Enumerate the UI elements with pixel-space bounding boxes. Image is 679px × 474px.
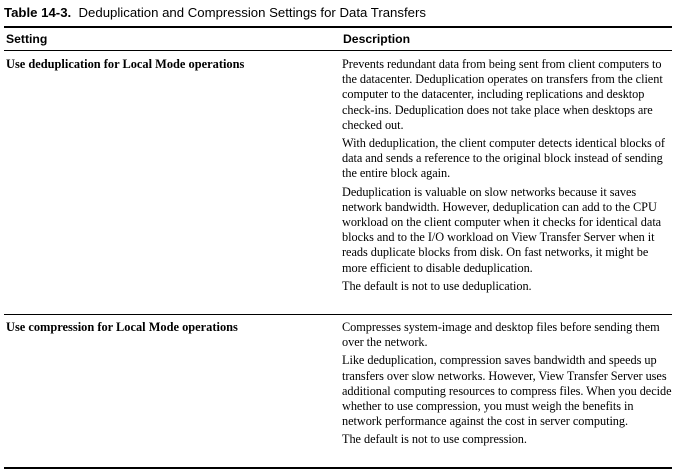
description-paragraph: The default is not to use deduplication. — [342, 278, 532, 293]
description-paragraph: With deduplication, the client computer detects identical blocks of data and sends a reference to the original block instead of sending the entire block again. — [342, 136, 665, 181]
setting-compression: Use compression for Local Mode operations — [6, 320, 238, 334]
description-deduplication — [342, 57, 674, 296]
header-description: Description — [343, 32, 411, 46]
table-caption-label: Table 14-3. — [4, 5, 72, 20]
header-setting: Setting — [6, 32, 48, 46]
setting-deduplication: Use deduplication for Local Mode operations — [6, 57, 245, 71]
table-caption-title: Deduplication and Compression Settings for Data Transfers — [78, 5, 426, 20]
table-top-rule — [4, 26, 672, 28]
description-paragraph: The default is not to use compression. — [342, 432, 527, 447]
table-bottom-rule — [4, 467, 672, 469]
description-paragraph: Like deduplication, compression saves bandwidth and speeds up transfers over slow networks. However, View Transfer Server uses additional computing resources to compress files. When you decide whether to use compression, you must weigh the benefits in network performance against the cost in server computing. — [342, 353, 672, 429]
description-compression — [342, 320, 674, 450]
description-paragraph: Compresses system-image and desktop files before sending them over the network. — [342, 320, 660, 350]
description-paragraph: Prevents redundant data from being sent from client computers to the datacenter. Deduplication operates on transfers from the client computer to the datacenter, including replications and desktop check-ins. Deduplication does not take place when desktops are checked out. — [342, 57, 663, 132]
description-paragraph: Deduplication is valuable on slow networks because it saves network bandwidth. However, deduplication can add to the CPU workload on the client computer when it checks for identical data blocks and to the I/O workload on View Transfer Server when it reads duplicate blocks from disk. On fast networks, it might be more efficient to disable deduplication. — [342, 184, 662, 275]
table-caption — [4, 4, 426, 21]
header-rule — [4, 50, 672, 51]
row-rule — [4, 314, 672, 315]
